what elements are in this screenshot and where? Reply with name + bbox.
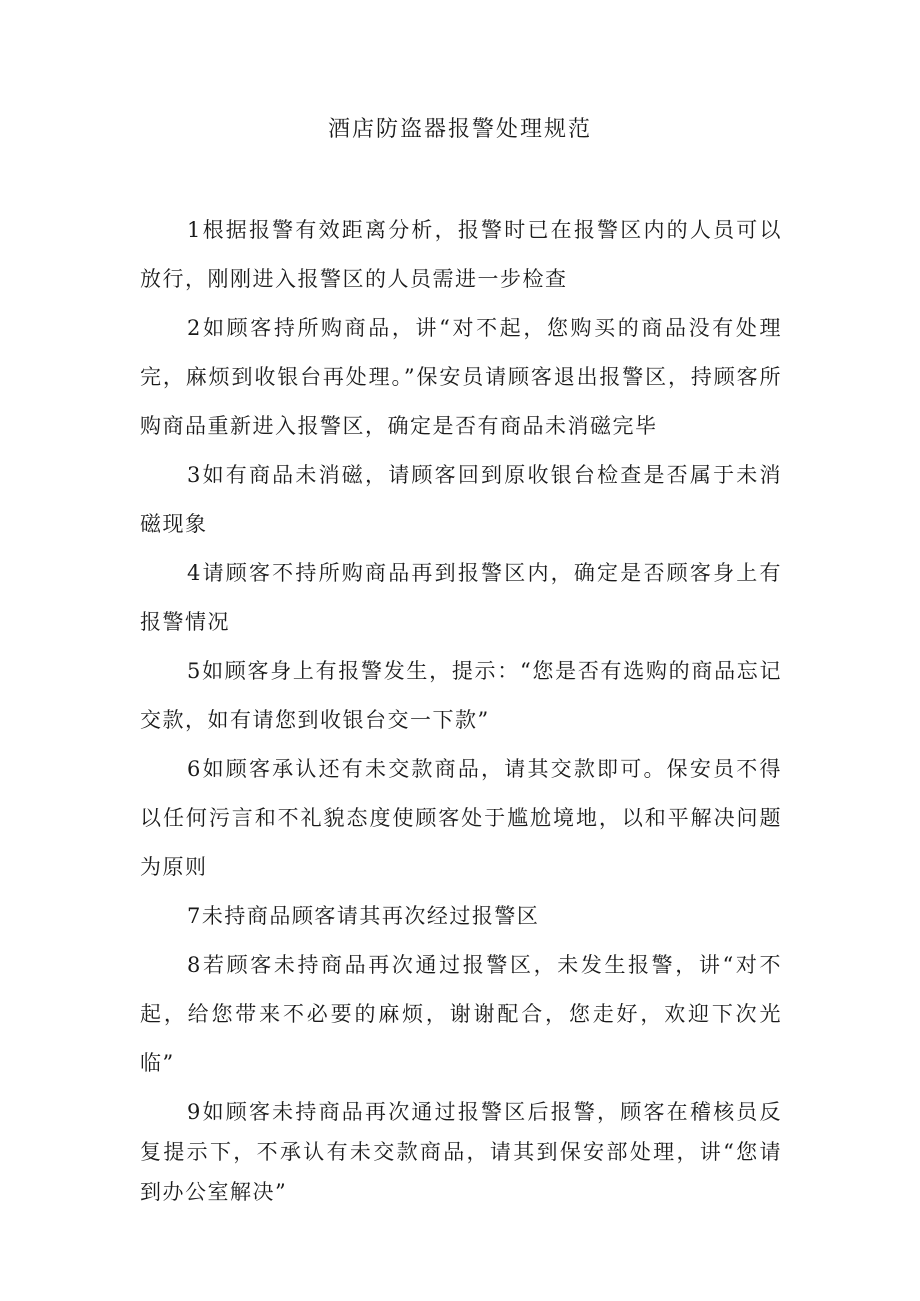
paragraph-6: 6如顾客承认还有未交款商品，请其交款即可。保安员不得以任何污言和不礼貌态度使顾客处于尴尬境地，以和平解决问题为原则 xyxy=(140,757,782,879)
paragraph-4: 4请顾客不持所购商品再到报警区内，确定是否顾客身上有报警情况 xyxy=(140,561,782,634)
paragraph-5: 5如顾客身上有报警发生，提示：“您是否有选购的商品忘记交款，如有请您到收银台交一下款” xyxy=(140,659,782,732)
paragraph-3: 3如有商品未消磁，请顾客回到原收银台检查是否属于未消磁现象 xyxy=(140,463,782,536)
document-title: 酒店防盗器报警处理规范 xyxy=(327,117,592,142)
paragraph-8: 8若顾客未持商品再次通过报警区，未发生报警，讲“对不起，给您带来不必要的麻烦，谢谢配合，您走好，欢迎下次光临” xyxy=(140,953,782,1075)
paragraph-9: 9如顾客未持商品再次通过报警区后报警，顾客在稽核员反复提示下，不承认有未交款商品，请其到保安部处理，讲“您请到办公室解决” xyxy=(140,1100,782,1204)
paragraph-1: 1根据报警有效距离分析，报警时已在报警区内的人员可以放行，刚刚进入报警区的人员需进一步检查 xyxy=(140,218,782,291)
paragraph-2: 2如顾客持所购商品，讲“对不起，您购买的商品没有处理完，麻烦到收银台再处理。”保安员请顾客退出报警区，持顾客所购商品重新进入报警区，确定是否有商品未消磁完毕 xyxy=(140,316,782,438)
document-body xyxy=(140,206,782,1212)
paragraph-7: 7未持商品顾客请其再次经过报警区 xyxy=(187,904,540,928)
